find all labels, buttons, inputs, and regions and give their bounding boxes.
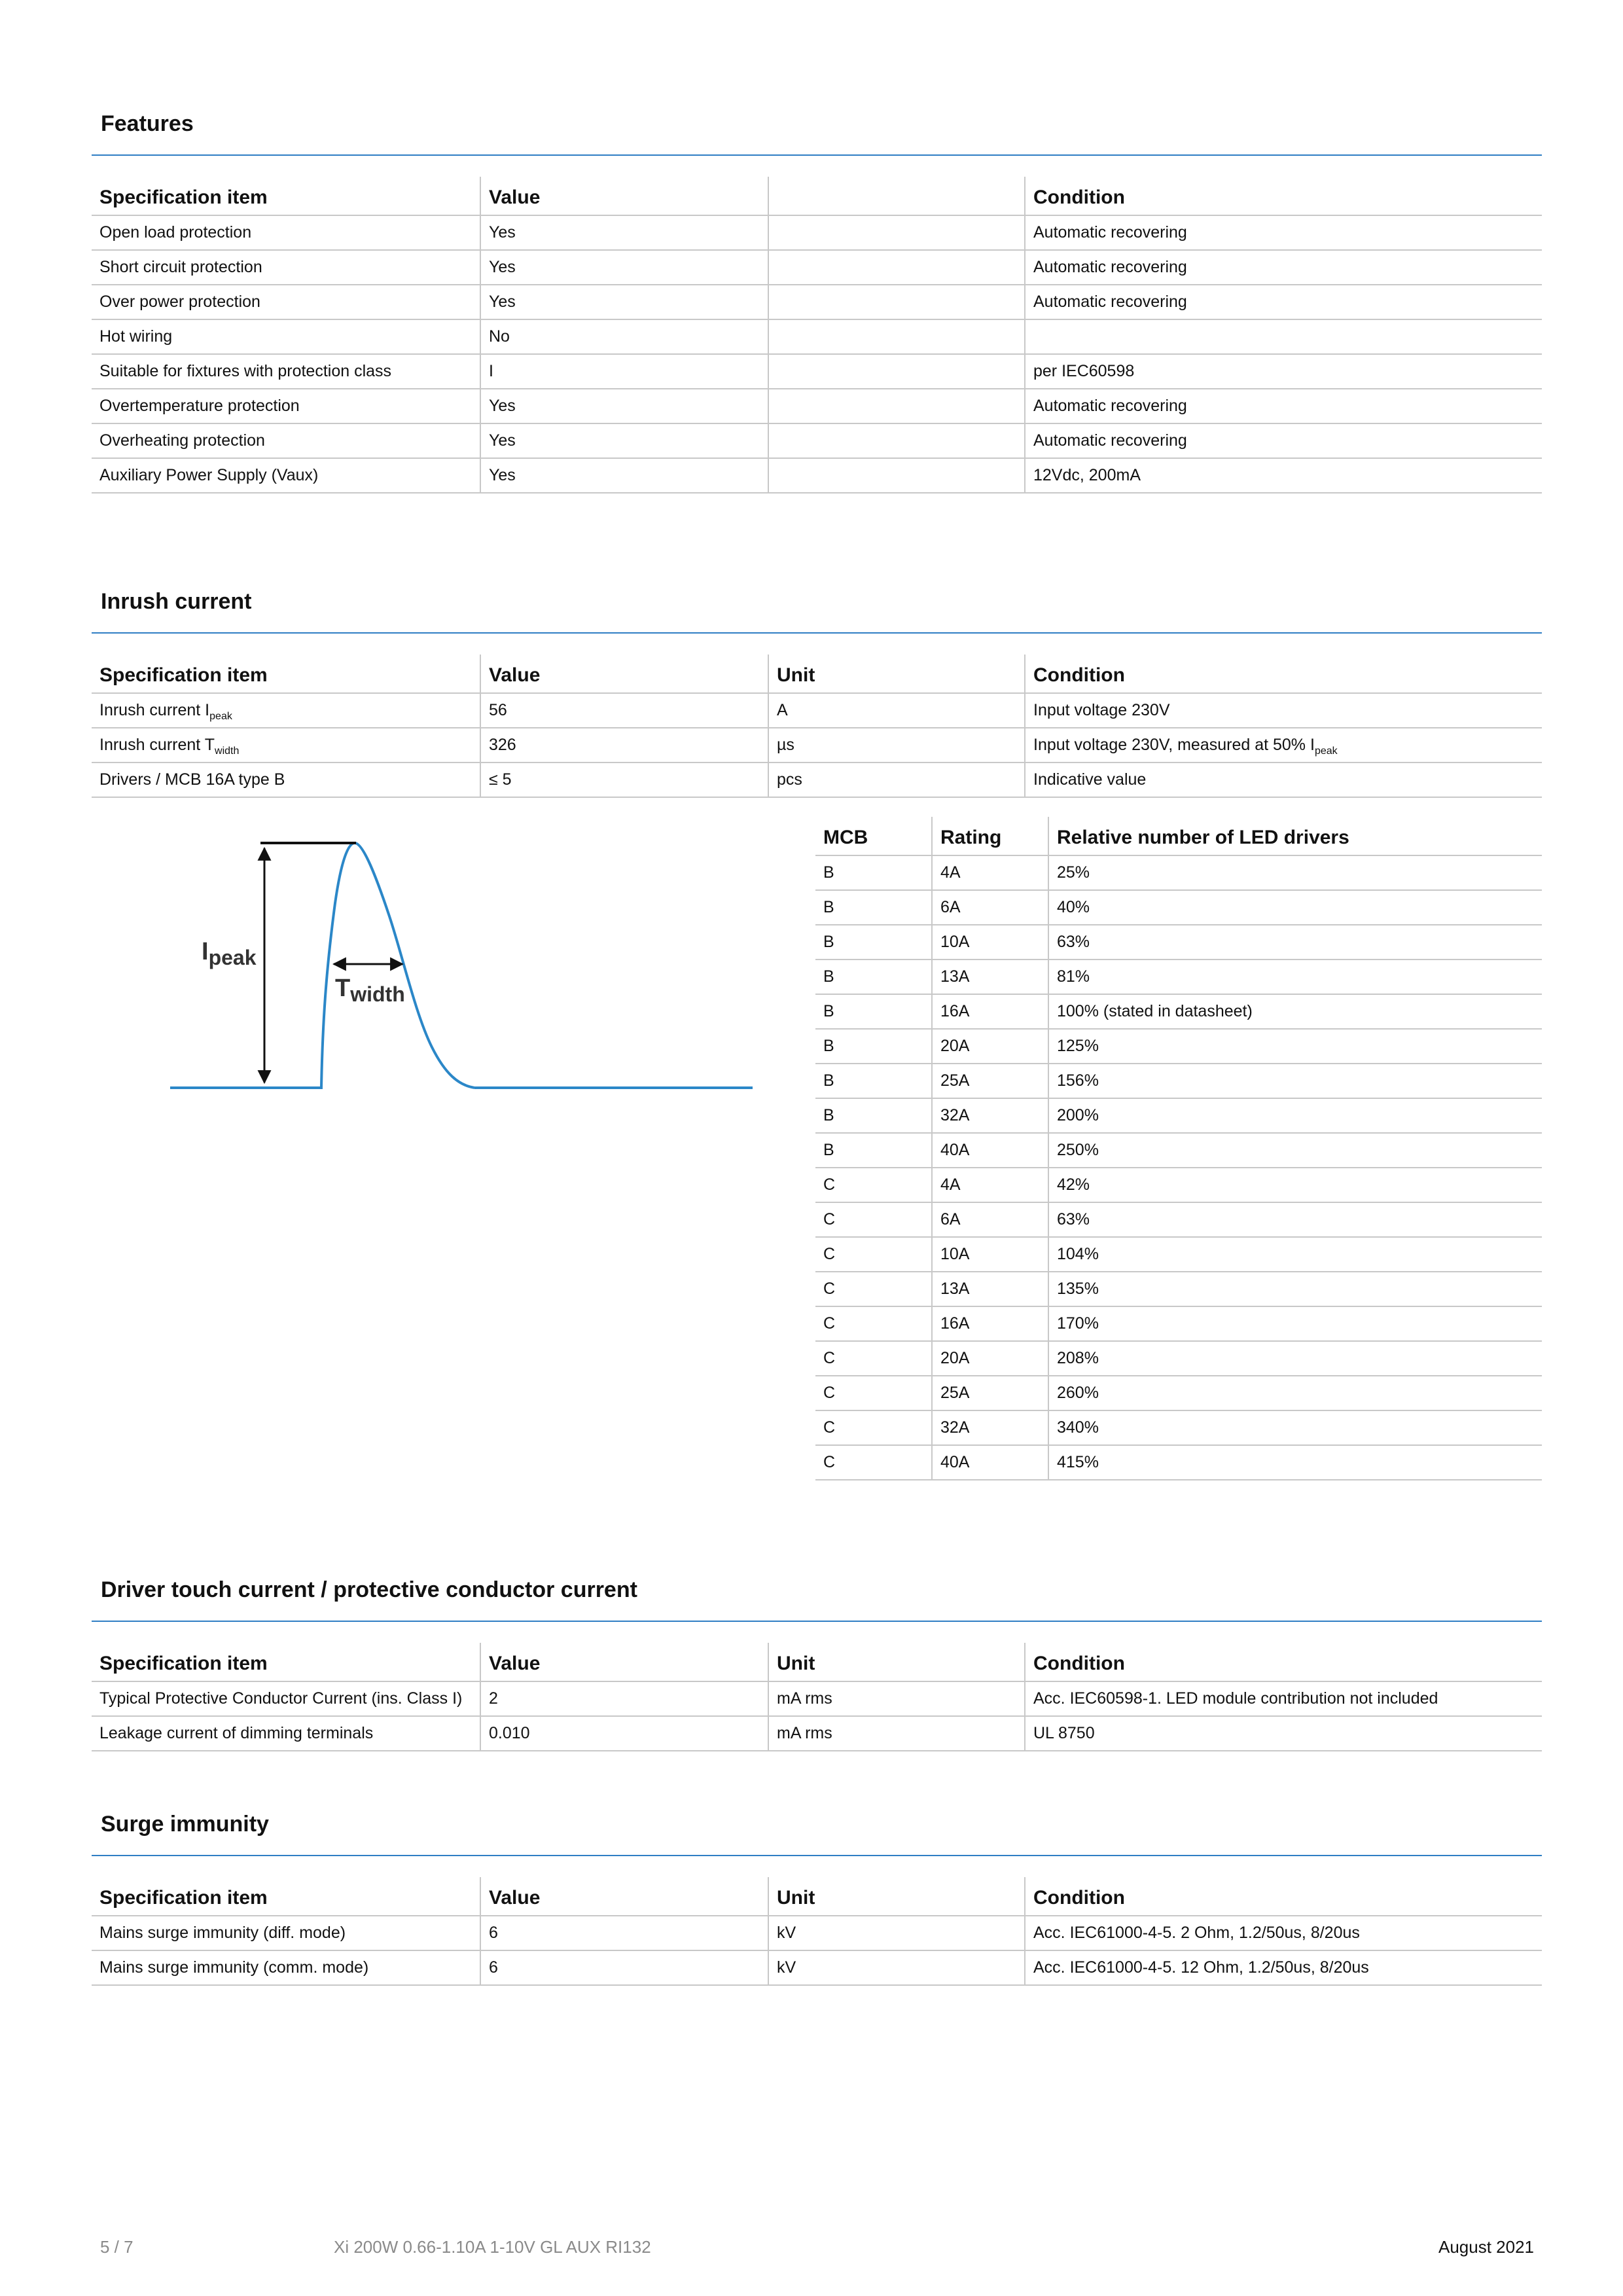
table-row — [92, 458, 1542, 493]
table-cell: Acc. IEC61000-4-5. 2 Ohm, 1.2/50us, 8/20us — [1025, 1916, 1542, 1950]
surge-title: Surge immunity — [101, 1812, 269, 1837]
table-cell — [92, 728, 480, 762]
table-cell: mA rms — [768, 1681, 1025, 1716]
table-row — [92, 215, 1542, 250]
table-cell: 2 — [480, 1681, 768, 1716]
table-cell: C — [815, 1168, 932, 1202]
table-cell: B — [815, 925, 932, 960]
cell-text: Inrush current I — [99, 701, 210, 719]
table-cell: Acc. IEC60598-1. LED module contribution not included — [1025, 1681, 1542, 1716]
col-header: Value — [480, 1877, 768, 1916]
table-cell: B — [815, 960, 932, 994]
table-cell: Over power protection — [92, 285, 480, 319]
features-table — [92, 177, 1542, 493]
table-cell — [92, 693, 480, 728]
table-cell: per IEC60598 — [1025, 354, 1542, 389]
table-cell: 125% — [1048, 1029, 1542, 1064]
table-cell: A — [768, 693, 1025, 728]
table-row — [815, 1029, 1542, 1064]
table-cell: Yes — [480, 423, 768, 458]
table-cell — [768, 215, 1025, 250]
table-cell: B — [815, 994, 932, 1029]
table-row — [92, 354, 1542, 389]
footer-product-name: Xi 200W 0.66-1.10A 1-10V GL AUX RI132 — [334, 2237, 651, 2257]
touch-current-title: Driver touch current / protective conductor current — [101, 1577, 637, 1602]
col-header: Value — [480, 1643, 768, 1681]
table-cell — [768, 423, 1025, 458]
table-cell: Overheating protection — [92, 423, 480, 458]
table-cell: 208% — [1048, 1341, 1542, 1376]
col-header: Rating — [932, 817, 1048, 855]
table-row — [815, 1376, 1542, 1410]
inrush-waveform-diagram — [164, 831, 766, 1100]
table-cell: 6A — [932, 890, 1048, 925]
table-cell: Yes — [480, 285, 768, 319]
cell-text: Inrush current T — [99, 736, 215, 754]
table-cell: Automatic recovering — [1025, 215, 1542, 250]
table-cell: Automatic recovering — [1025, 423, 1542, 458]
table-cell: Input voltage 230V — [1025, 693, 1542, 728]
features-rule — [92, 154, 1542, 156]
inrush-rule — [92, 632, 1542, 634]
table-cell: C — [815, 1410, 932, 1445]
col-header: Condition — [1025, 1877, 1542, 1916]
table-row — [92, 1681, 1542, 1716]
table-cell: B — [815, 1133, 932, 1168]
table-row — [815, 1445, 1542, 1480]
inrush-table — [92, 655, 1542, 798]
table-cell — [768, 354, 1025, 389]
table-cell: 0.010 — [480, 1716, 768, 1751]
touch-current-table — [92, 1643, 1542, 1751]
table-row — [815, 925, 1542, 960]
table-cell: ≤ 5 — [480, 762, 768, 797]
table-cell: 40% — [1048, 890, 1542, 925]
col-header: Value — [480, 655, 768, 693]
table-cell: 100% (stated in datasheet) — [1048, 994, 1542, 1029]
col-header: Unit — [768, 655, 1025, 693]
table-cell: kV — [768, 1950, 1025, 1985]
surge-rule — [92, 1855, 1542, 1856]
table-cell: B — [815, 1064, 932, 1098]
col-header: Specification item — [92, 1877, 480, 1916]
inrush-title: Inrush current — [101, 589, 252, 614]
table-cell: 25% — [1048, 855, 1542, 890]
table-cell: 10A — [932, 1237, 1048, 1272]
table-cell: 13A — [932, 960, 1048, 994]
table-cell: 42% — [1048, 1168, 1542, 1202]
mcb-header-row — [815, 817, 1542, 855]
table-row — [815, 1341, 1542, 1376]
table-row — [92, 762, 1542, 797]
inrush-header-row — [92, 655, 1542, 693]
table-cell: 156% — [1048, 1064, 1542, 1098]
table-cell: Automatic recovering — [1025, 250, 1542, 285]
features-title: Features — [101, 111, 194, 136]
table-cell: 13A — [932, 1272, 1048, 1306]
table-row — [815, 1064, 1542, 1098]
table-cell: B — [815, 1029, 932, 1064]
table-row — [92, 423, 1542, 458]
subscript: peak — [209, 711, 232, 722]
table-row — [92, 1950, 1542, 1985]
col-header: Condition — [1025, 177, 1542, 215]
table-cell: C — [815, 1272, 932, 1306]
table-row — [815, 994, 1542, 1029]
table-row — [815, 855, 1542, 890]
table-cell: Indicative value — [1025, 762, 1542, 797]
table-cell: pcs — [768, 762, 1025, 797]
table-cell: 20A — [932, 1341, 1048, 1376]
footer-page-number: 5 / 7 — [100, 2237, 134, 2257]
col-header: Condition — [1025, 1643, 1542, 1681]
table-cell: C — [815, 1237, 932, 1272]
table-row — [815, 1202, 1542, 1237]
table-cell — [1025, 319, 1542, 354]
table-cell: 63% — [1048, 925, 1542, 960]
table-cell: B — [815, 1098, 932, 1133]
table-cell — [768, 389, 1025, 423]
table-cell: Yes — [480, 250, 768, 285]
table-cell: 135% — [1048, 1272, 1542, 1306]
table-cell: Mains surge immunity (diff. mode) — [92, 1916, 480, 1950]
touch-header-row — [92, 1643, 1542, 1681]
cell-text: Input voltage 230V, measured at 50% I — [1033, 736, 1315, 754]
table-row — [815, 1272, 1542, 1306]
table-row — [92, 319, 1542, 354]
table-cell: Auxiliary Power Supply (Vaux) — [92, 458, 480, 493]
surge-table — [92, 1877, 1542, 1986]
table-cell: Mains surge immunity (comm. mode) — [92, 1950, 480, 1985]
table-row — [815, 1098, 1542, 1133]
table-row — [815, 1237, 1542, 1272]
table-cell: 40A — [932, 1133, 1048, 1168]
table-cell: Open load protection — [92, 215, 480, 250]
table-cell — [768, 250, 1025, 285]
table-row — [815, 1410, 1542, 1445]
table-cell: 16A — [932, 1306, 1048, 1341]
table-row — [92, 285, 1542, 319]
table-cell: 6 — [480, 1916, 768, 1950]
table-cell: Hot wiring — [92, 319, 480, 354]
table-cell: Acc. IEC61000-4-5. 12 Ohm, 1.2/50us, 8/20us — [1025, 1950, 1542, 1985]
inrush-pulse-curve — [318, 843, 474, 1088]
table-cell: C — [815, 1445, 932, 1480]
table-cell: 326 — [480, 728, 768, 762]
table-cell: 260% — [1048, 1376, 1542, 1410]
col-header: Specification item — [92, 177, 480, 215]
table-cell: 32A — [932, 1410, 1048, 1445]
table-cell: 250% — [1048, 1133, 1542, 1168]
table-cell — [768, 285, 1025, 319]
table-cell: 16A — [932, 994, 1048, 1029]
table-cell: Short circuit protection — [92, 250, 480, 285]
table-cell: 32A — [932, 1098, 1048, 1133]
table-cell: 20A — [932, 1029, 1048, 1064]
table-row — [92, 1716, 1542, 1751]
table-cell: B — [815, 855, 932, 890]
table-cell: 104% — [1048, 1237, 1542, 1272]
touch-current-rule — [92, 1621, 1542, 1622]
table-cell: 12Vdc, 200mA — [1025, 458, 1542, 493]
surge-header-row — [92, 1877, 1542, 1916]
table-cell: 56 — [480, 693, 768, 728]
table-cell: mA rms — [768, 1716, 1025, 1751]
table-cell: C — [815, 1306, 932, 1341]
table-row — [815, 1168, 1542, 1202]
table-cell: 40A — [932, 1445, 1048, 1480]
table-row — [92, 693, 1542, 728]
table-cell: Yes — [480, 458, 768, 493]
mcb-table — [815, 817, 1542, 1480]
table-cell: No — [480, 319, 768, 354]
table-cell: C — [815, 1376, 932, 1410]
col-header: Unit — [768, 1643, 1025, 1681]
label-twidth: $T_{width}$ — [335, 975, 405, 1006]
footer-date: August 2021 — [1438, 2237, 1534, 2257]
table-cell: C — [815, 1341, 932, 1376]
table-row — [815, 960, 1542, 994]
table-cell: Automatic recovering — [1025, 285, 1542, 319]
table-cell: 6 — [480, 1950, 768, 1985]
col-header: Unit — [768, 1877, 1025, 1916]
table-row — [815, 1133, 1542, 1168]
table-row — [92, 389, 1542, 423]
label-ipeak: $I_{peak}$ — [202, 938, 257, 969]
table-cell: 170% — [1048, 1306, 1542, 1341]
table-cell: 415% — [1048, 1445, 1542, 1480]
col-header: Specification item — [92, 655, 480, 693]
table-cell: 200% — [1048, 1098, 1542, 1133]
table-cell: kV — [768, 1916, 1025, 1950]
col-header: Condition — [1025, 655, 1542, 693]
table-cell: Yes — [480, 215, 768, 250]
col-header: Value — [480, 177, 768, 215]
table-cell: Typical Protective Conductor Current (ins. Class I) — [92, 1681, 480, 1716]
subscript: peak — [1314, 745, 1338, 757]
table-cell: Yes — [480, 389, 768, 423]
table-cell: 6A — [932, 1202, 1048, 1237]
table-cell — [1025, 728, 1542, 762]
table-cell: Drivers / MCB 16A type B — [92, 762, 480, 797]
table-cell: 4A — [932, 1168, 1048, 1202]
col-header — [768, 177, 1025, 215]
table-cell: 81% — [1048, 960, 1542, 994]
table-row — [92, 250, 1542, 285]
col-header: Relative number of LED drivers — [1048, 817, 1542, 855]
subscript: width — [215, 745, 240, 757]
table-cell: 4A — [932, 855, 1048, 890]
table-cell: I — [480, 354, 768, 389]
features-header-row — [92, 177, 1542, 215]
table-row — [92, 728, 1542, 762]
table-row — [815, 1306, 1542, 1341]
col-header: Specification item — [92, 1643, 480, 1681]
table-cell: 25A — [932, 1376, 1048, 1410]
table-row — [815, 890, 1542, 925]
table-cell: 340% — [1048, 1410, 1542, 1445]
table-cell: 10A — [932, 925, 1048, 960]
table-cell: µs — [768, 728, 1025, 762]
table-cell: 63% — [1048, 1202, 1542, 1237]
table-cell: Overtemperature protection — [92, 389, 480, 423]
table-cell: 25A — [932, 1064, 1048, 1098]
table-cell: UL 8750 — [1025, 1716, 1542, 1751]
col-header: MCB — [815, 817, 932, 855]
table-cell: Suitable for fixtures with protection class — [92, 354, 480, 389]
table-cell: Leakage current of dimming terminals — [92, 1716, 480, 1751]
table-cell: B — [815, 890, 932, 925]
table-cell: Automatic recovering — [1025, 389, 1542, 423]
table-row — [92, 1916, 1542, 1950]
table-cell — [768, 319, 1025, 354]
table-cell — [768, 458, 1025, 493]
table-cell: C — [815, 1202, 932, 1237]
